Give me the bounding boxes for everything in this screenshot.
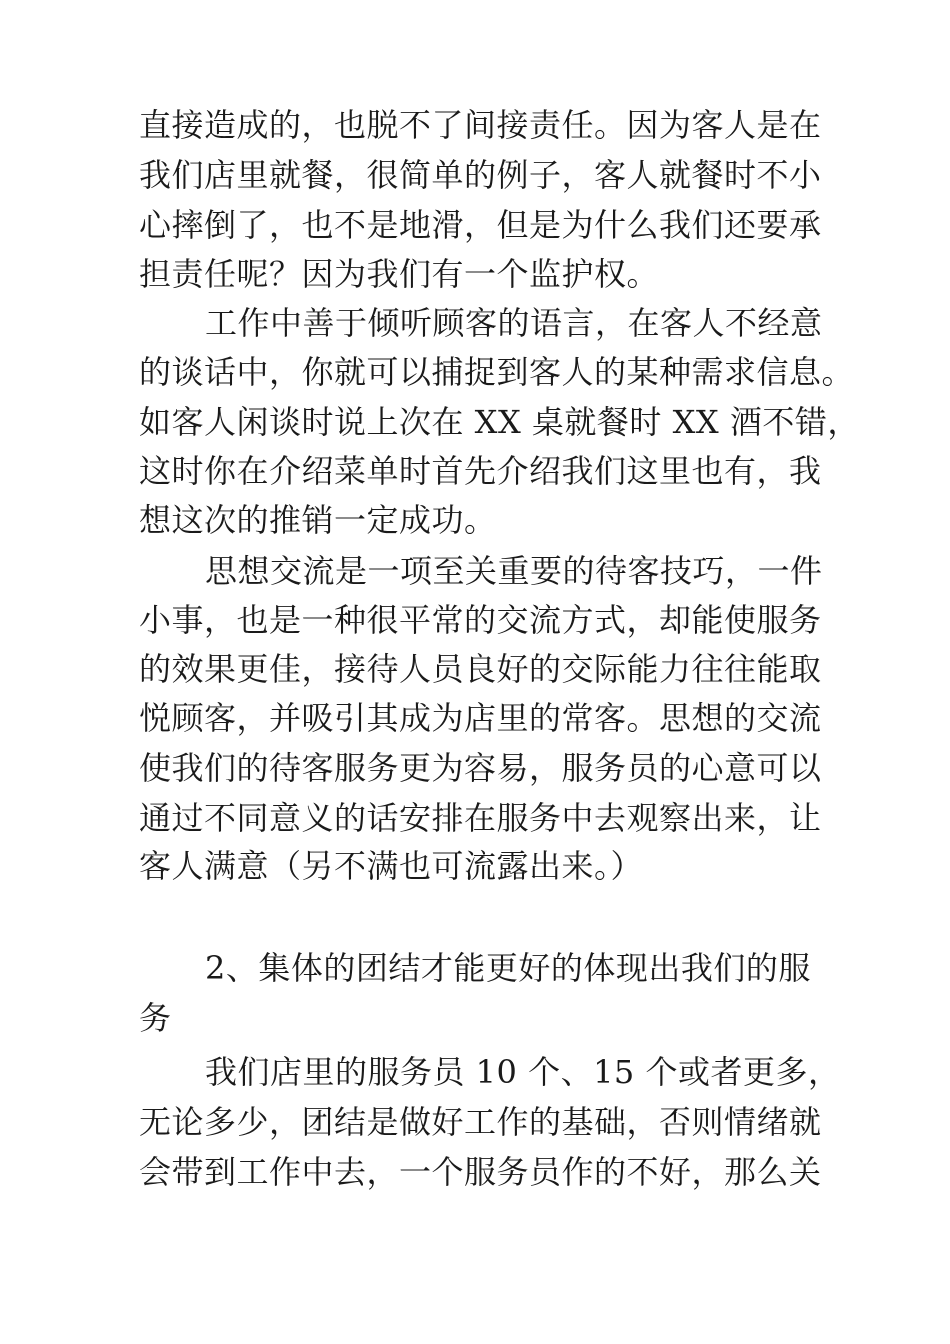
paragraph-1-line-4: 担责任呢？因为我们有一个监护权。 [139,255,660,293]
paragraph-1-line-3: 心摔倒了，也不是地滑，但是为什么我们还要承 [139,206,822,244]
paragraph-3-line-5: 使我们的待客服务更为容易，服务员的心意可以 [139,749,822,787]
paragraph-3-line-2: 小事，也是一种很平常的交流方式，却能使服务 [139,601,822,639]
paragraph-1-line-2: 我们店里就餐，很简单的例子，客人就餐时不小 [139,156,822,194]
section-heading-line-1: 2、集体的团结才能更好的体现出我们的服 [205,949,811,987]
paragraph-2-line-3: 如客人闲谈时说上次在 XX 桌就餐时 XX 酒不错， [139,403,860,441]
paragraph-3-line-7: 客人满意（另不满也可流露出来。） [139,847,644,885]
section-heading-line-2: 务 [139,999,172,1037]
paragraph-3-line-1: 思想交流是一项至关重要的待客技巧，一件 [205,552,823,590]
paragraph-2-line-1: 工作中善于倾听顾客的语言，在客人不经意 [205,304,823,342]
paragraph-3-line-3: 的效果更佳，接待人员良好的交际能力往往能取 [139,650,822,688]
paragraph-4-line-1: 我们店里的服务员 10 个、15 个或者更多， [205,1053,841,1091]
paragraph-2-line-4: 这时你在介绍菜单时首先介绍我们这里也有，我 [139,452,822,490]
paragraph-1-line-1: 直接造成的，也脱不了间接责任。因为客人是在 [139,106,822,144]
paragraph-2-line-2: 的谈话中，你就可以捕捉到客人的某种需求信息。 [139,353,855,391]
paragraph-4-line-2: 无论多少，团结是做好工作的基础，否则情绪就 [139,1103,822,1141]
paragraph-4-line-3: 会带到工作中去，一个服务员作的不好，那么关 [139,1153,822,1191]
paragraph-3-line-4: 悦顾客，并吸引其成为店里的常客。思想的交流 [139,699,822,737]
paragraph-3-line-6: 通过不同意义的话安排在服务中去观察出来，让 [139,799,822,837]
paragraph-2-line-5: 想这次的推销一定成功。 [139,501,497,539]
